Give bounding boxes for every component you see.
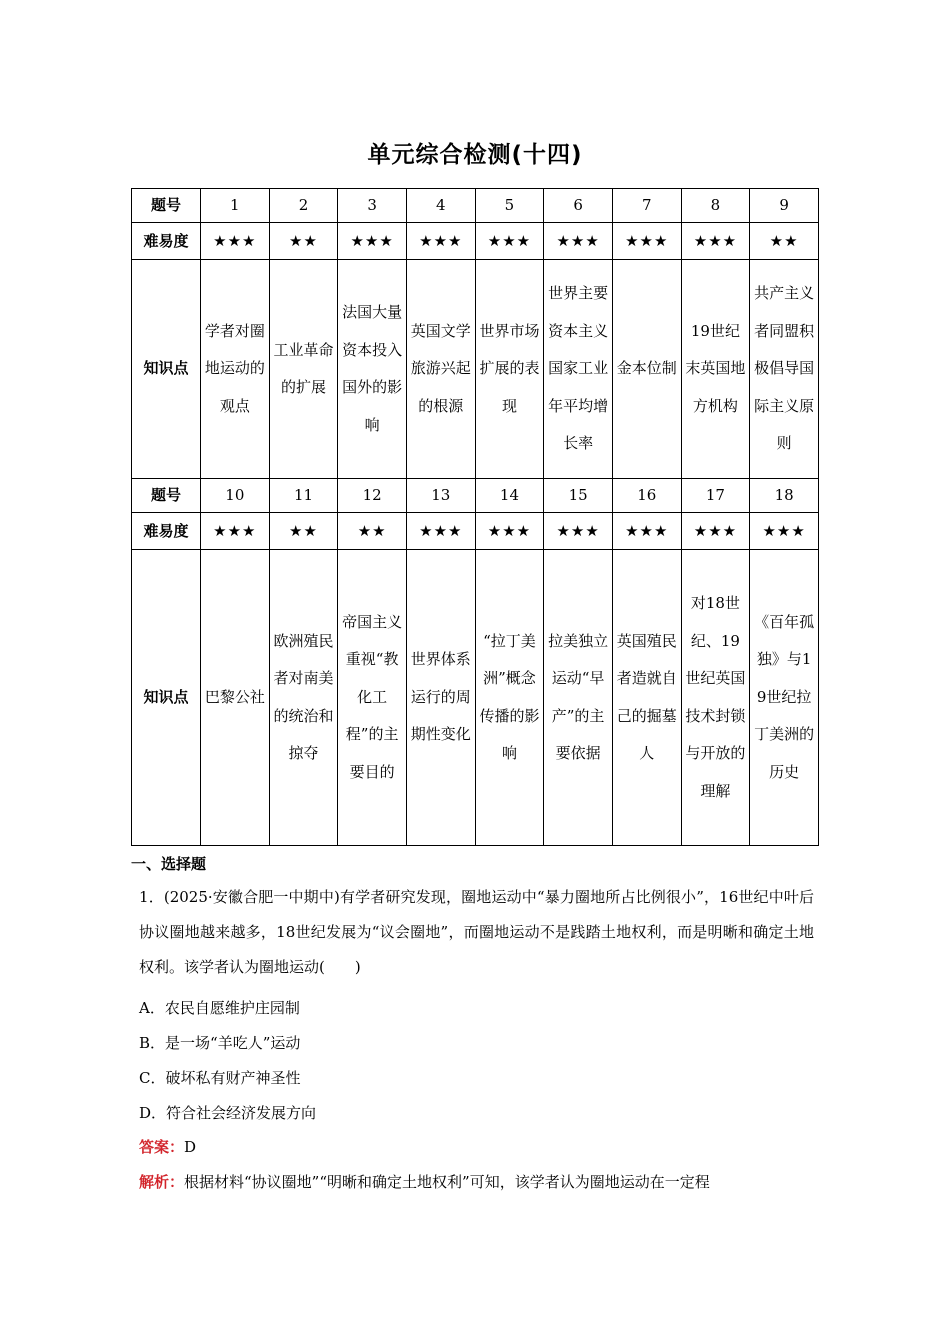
answer-line bbox=[139, 1136, 196, 1157]
label-number: 题号 bbox=[132, 479, 201, 513]
knowledge-text: 学者对圈地运动的观点 bbox=[204, 321, 265, 415]
difficulty-stars: ★★★ bbox=[338, 223, 407, 260]
knowledge-cell bbox=[338, 550, 407, 846]
knowledge-cell bbox=[269, 260, 338, 479]
cell-number: 1 bbox=[201, 189, 270, 223]
table-row-number-2 bbox=[132, 479, 819, 513]
knowledge-text: 英国文学旅游兴起的根源 bbox=[410, 321, 471, 415]
knowledge-cell bbox=[681, 550, 750, 846]
table-row-number-1 bbox=[132, 189, 819, 223]
label-knowledge: 知识点 bbox=[132, 550, 201, 846]
answer-label: 答案： bbox=[139, 1138, 185, 1156]
knowledge-cell bbox=[406, 260, 475, 479]
difficulty-stars: ★★★ bbox=[612, 223, 681, 260]
cell-number: 16 bbox=[612, 479, 681, 513]
knowledge-text: 帝国主义重视“教化工程”的主要目的 bbox=[342, 612, 403, 781]
analysis-label: 解析： bbox=[139, 1173, 185, 1191]
difficulty-stars: ★★★ bbox=[201, 513, 270, 550]
cell-number: 14 bbox=[475, 479, 544, 513]
difficulty-stars: ★★ bbox=[750, 223, 819, 260]
cell-number: 17 bbox=[681, 479, 750, 513]
cell-number: 15 bbox=[544, 479, 613, 513]
cell-number: 8 bbox=[681, 189, 750, 223]
section-heading: 一、选择题 bbox=[131, 855, 207, 873]
difficulty-stars: ★★★ bbox=[406, 513, 475, 550]
table-row-difficulty-1 bbox=[132, 223, 819, 260]
knowledge-cell bbox=[750, 550, 819, 846]
knowledge-text: 19世纪末英国地方机构 bbox=[685, 321, 746, 415]
cell-number: 12 bbox=[338, 479, 407, 513]
knowledge-cell bbox=[406, 550, 475, 846]
difficulty-stars: ★★★ bbox=[475, 513, 544, 550]
analysis-text: 根据材料“协议圈地”“明晰和确定土地权利”可知，该学者认为圈地运动在一定程 bbox=[184, 1173, 710, 1191]
knowledge-cell bbox=[544, 550, 613, 846]
knowledge-table bbox=[131, 188, 819, 846]
difficulty-stars: ★★★ bbox=[681, 513, 750, 550]
analysis-line bbox=[139, 1171, 814, 1192]
cell-number: 9 bbox=[750, 189, 819, 223]
table-row-knowledge-1 bbox=[132, 260, 819, 479]
knowledge-cell bbox=[544, 260, 613, 479]
cell-number: 7 bbox=[612, 189, 681, 223]
option-c: C．破坏私有财产神圣性 bbox=[139, 1069, 301, 1087]
knowledge-text: 金本位制 bbox=[616, 359, 677, 378]
difficulty-stars: ★★★ bbox=[681, 223, 750, 260]
difficulty-stars: ★★ bbox=[269, 513, 338, 550]
knowledge-text: 拉美独立运动“早产”的主要依据 bbox=[548, 631, 609, 762]
difficulty-stars: ★★ bbox=[269, 223, 338, 260]
cell-number: 4 bbox=[406, 189, 475, 223]
knowledge-cell bbox=[681, 260, 750, 479]
question-stem: 1．(2025·安徽合肥一中期中)有学者研究发现，圈地运动中“暴力圈地所占比例很小”，16世纪中叶后协议圈地越来越多，18世纪发展为“议会圈地”，而圈地运动不是践踏土地权利，而是明晰和确定土地权利。该学者认为圈地运动( ) bbox=[139, 888, 814, 976]
difficulty-stars: ★★ bbox=[338, 513, 407, 550]
difficulty-stars: ★★★ bbox=[475, 223, 544, 260]
knowledge-cell bbox=[475, 260, 544, 479]
knowledge-text: 法国大量资本投入国外的影响 bbox=[342, 303, 403, 434]
label-difficulty: 难易度 bbox=[132, 513, 201, 550]
cell-number: 18 bbox=[750, 479, 819, 513]
label-number: 题号 bbox=[132, 189, 201, 223]
label-knowledge: 知识点 bbox=[132, 260, 201, 479]
knowledge-text: 对18世纪、19世纪英国技术封锁与开放的理解 bbox=[685, 594, 746, 800]
knowledge-cell bbox=[475, 550, 544, 846]
difficulty-stars: ★★★ bbox=[750, 513, 819, 550]
knowledge-text: 巴黎公社 bbox=[204, 687, 265, 706]
knowledge-text: 共产主义者同盟积极倡导国际主义原则 bbox=[754, 284, 815, 453]
option-a: A．农民自愿维护庄园制 bbox=[139, 999, 300, 1017]
cell-number: 6 bbox=[544, 189, 613, 223]
knowledge-text: “拉丁美洲”概念传播的影响 bbox=[479, 631, 540, 762]
knowledge-text: 欧洲殖民者对南美的统治和掠夺 bbox=[273, 631, 334, 762]
knowledge-cell bbox=[201, 260, 270, 479]
knowledge-cell bbox=[750, 260, 819, 479]
page-title: 单元综合检测(十四) bbox=[367, 142, 583, 168]
knowledge-text: 世界体系运行的周期性变化 bbox=[410, 650, 471, 744]
cell-number: 2 bbox=[269, 189, 338, 223]
answer-value: D bbox=[184, 1138, 197, 1156]
knowledge-text: 《百年孤独》与19世纪拉丁美洲的历史 bbox=[754, 612, 815, 781]
option-b: B．是一场“羊吃人”运动 bbox=[139, 1034, 301, 1052]
knowledge-text: 世界主要资本主义国家工业年平均增长率 bbox=[548, 284, 609, 453]
knowledge-cell bbox=[269, 550, 338, 846]
cell-number: 13 bbox=[406, 479, 475, 513]
difficulty-stars: ★★★ bbox=[544, 223, 613, 260]
difficulty-stars: ★★★ bbox=[544, 513, 613, 550]
table-row-knowledge-2 bbox=[132, 550, 819, 846]
difficulty-stars: ★★★ bbox=[612, 513, 681, 550]
knowledge-text: 工业革命的扩展 bbox=[273, 340, 334, 396]
table-row-difficulty-2 bbox=[132, 513, 819, 550]
cell-number: 3 bbox=[338, 189, 407, 223]
knowledge-cell bbox=[201, 550, 270, 846]
knowledge-cell bbox=[338, 260, 407, 479]
knowledge-cell bbox=[612, 550, 681, 846]
difficulty-stars: ★★★ bbox=[406, 223, 475, 260]
cell-number: 10 bbox=[201, 479, 270, 513]
knowledge-text: 英国殖民者造就自己的掘墓人 bbox=[616, 631, 677, 762]
knowledge-text: 世界市场扩展的表现 bbox=[479, 321, 540, 415]
cell-number: 11 bbox=[269, 479, 338, 513]
label-difficulty: 难易度 bbox=[132, 223, 201, 260]
knowledge-cell bbox=[612, 260, 681, 479]
option-d: D．符合社会经济发展方向 bbox=[139, 1104, 317, 1122]
cell-number: 5 bbox=[475, 189, 544, 223]
difficulty-stars: ★★★ bbox=[201, 223, 270, 260]
